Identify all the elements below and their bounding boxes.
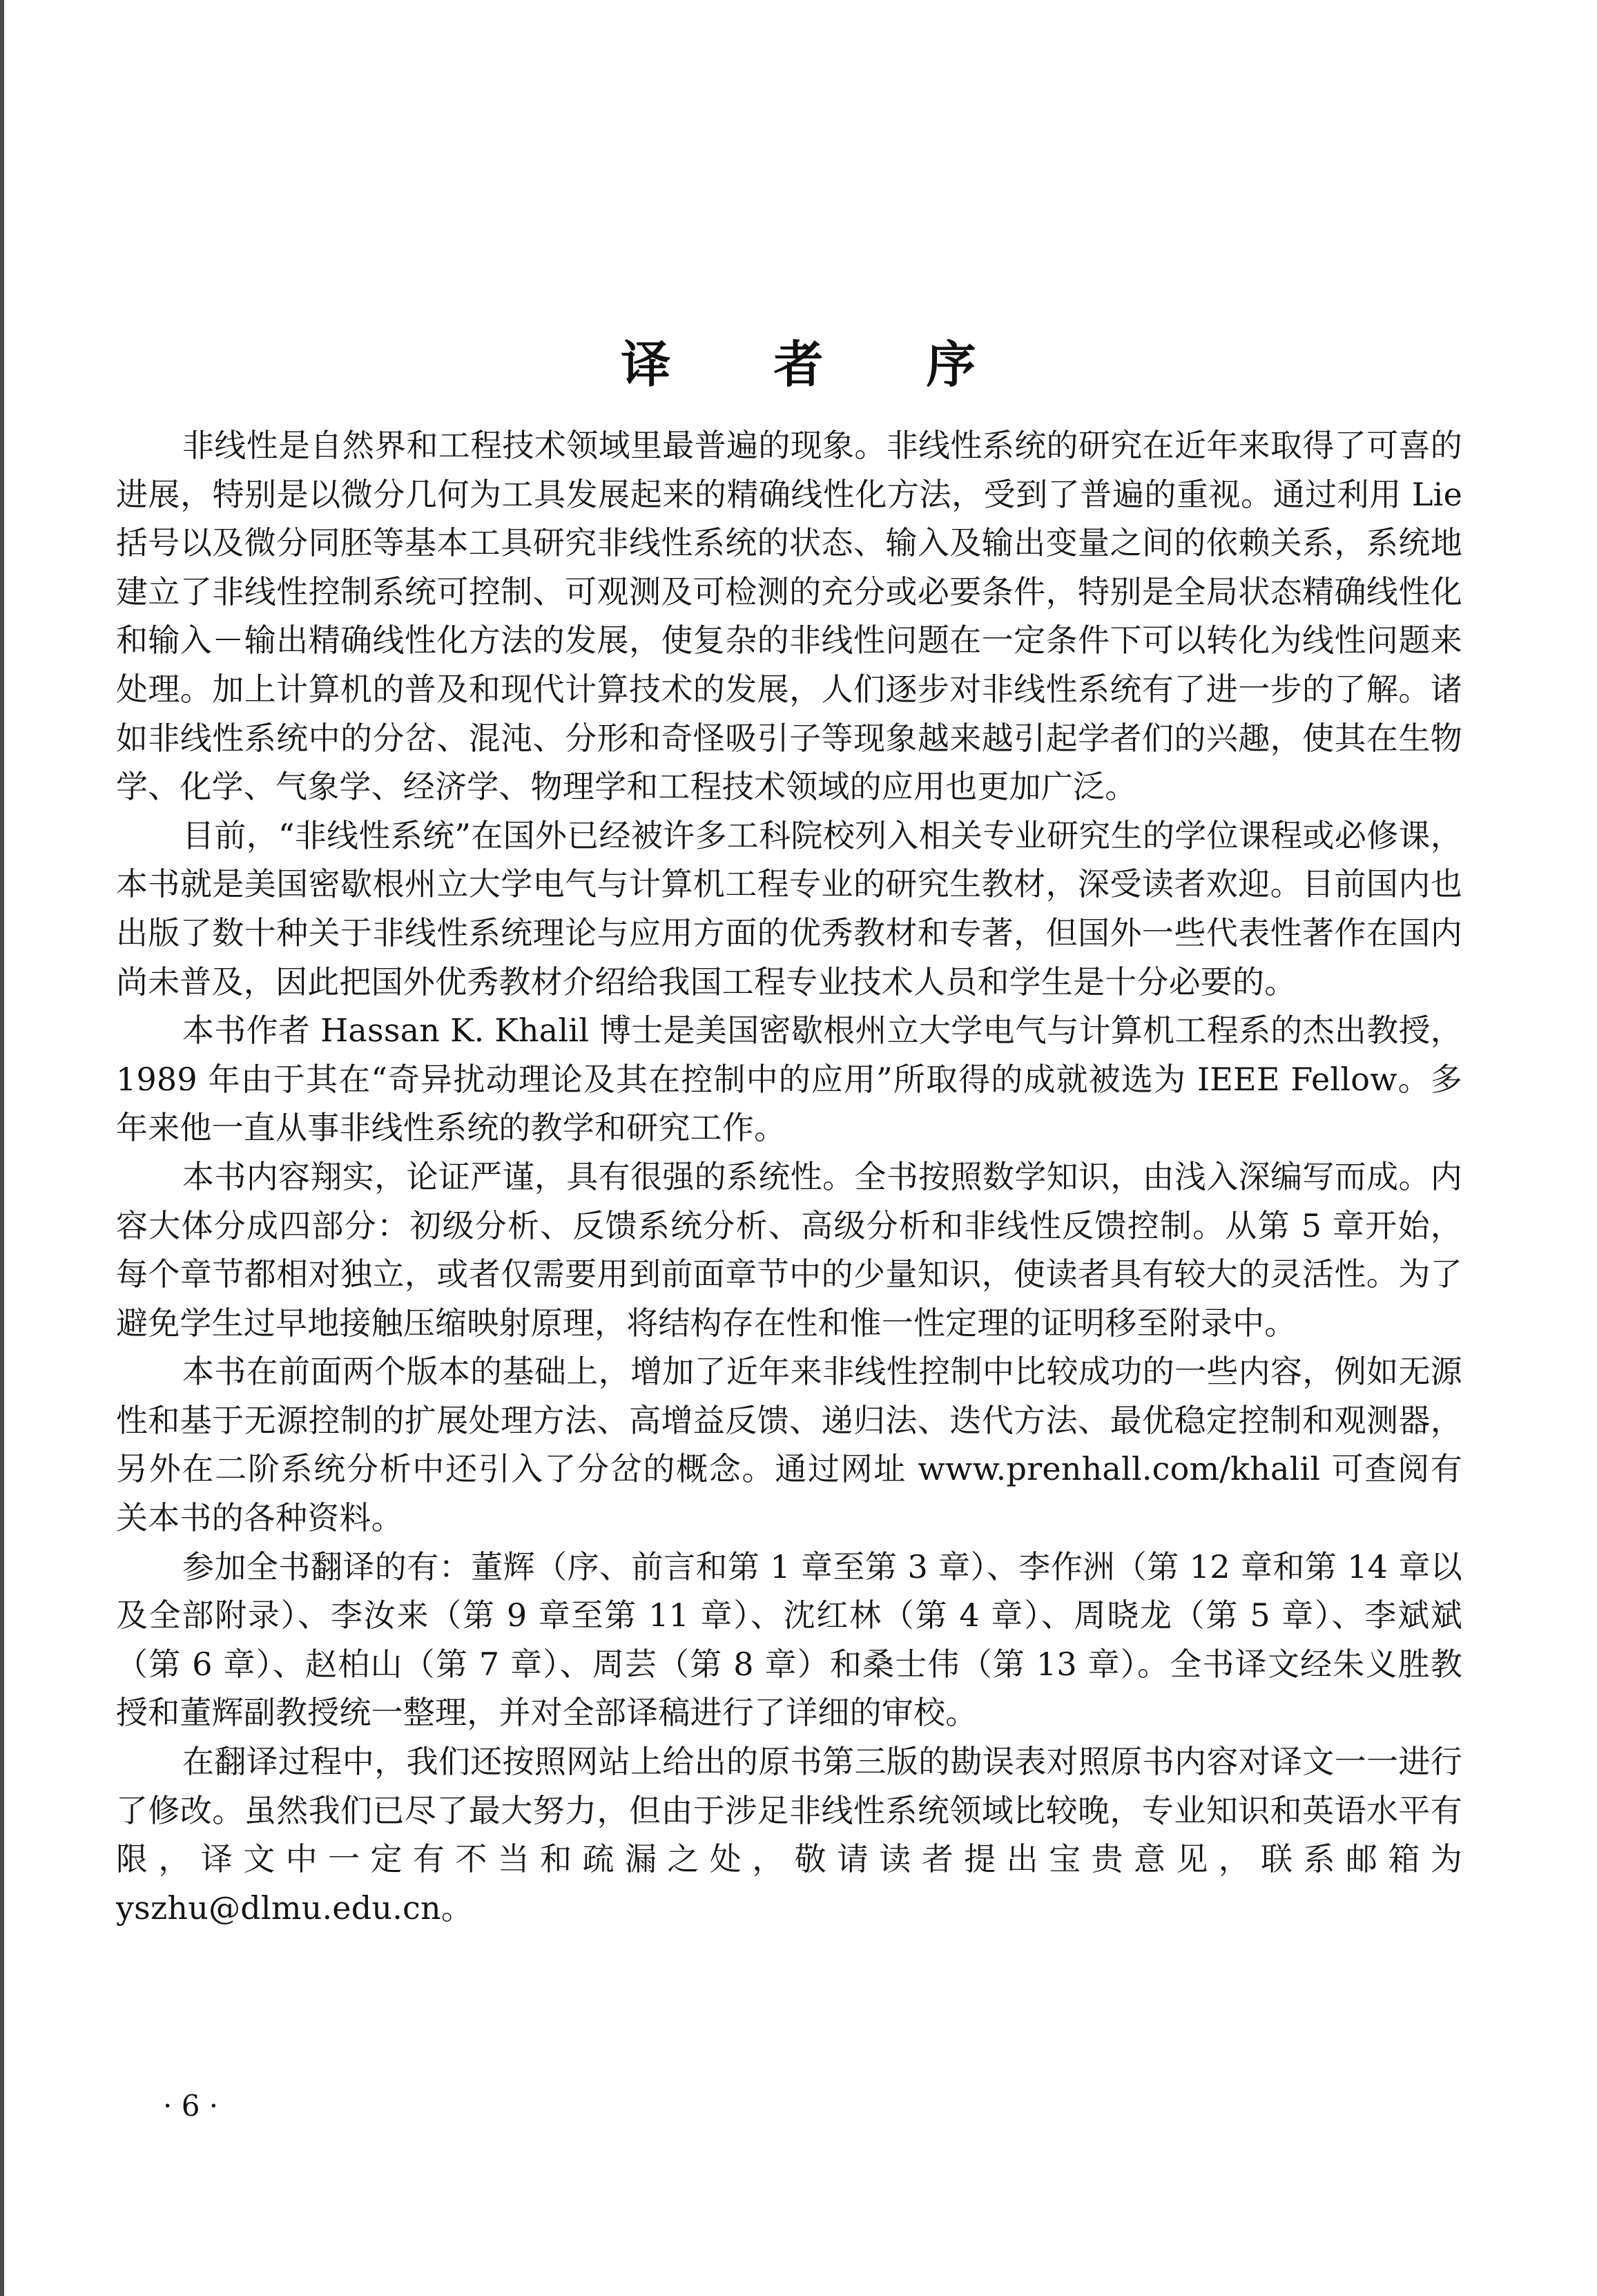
page-number: · 6 ·	[163, 2089, 219, 2123]
paragraph-5: 本书在前面两个版本的基础上，增加了近年来非线性控制中比较成功的一些内容，例如无源性和基于无源控制的扩展处理方法、高增益反馈、递归法、迭代方法、最优稳定控制和观测器，另外在二阶系统分析中还引入了分岔的概念。通过网址 www.prenhall.com/khalil 可查阅有关本书的各种资料。	[116, 1353, 1462, 1537]
paragraph-6: 参加全书翻译的有：董辉（序、前言和第 1 章至第 3 章）、李作洲（第 12 章和第 14 章以及全部附录）、李汝来（第 9 章至第 11 章）、沈红林（第 4 章）、周晓龙（第 5 章）、李斌斌（第 6 章）、赵柏山（第 7 章）、周芸（第 8 章）和桑士伟（第 13 章）。全书译文经朱义胜教授和董辉副教授统一整理，并对全部译稿进行了详细的审校。	[116, 1547, 1462, 1732]
page-title: 译 者 序	[621, 336, 1019, 394]
paragraph-7: 在翻译过程中，我们还按照网站上给出的原书第三版的勘误表对照原书内容对译文一一进行了修改。虽然我们已尽了最大努力，但由于涉足非线性系统领域比较晚，专业知识和英语水平有限，译文中一定有不当和疏漏之处，敬请读者提出宝贵意见，联系邮箱为 yszhu@dlmu.edu.cn。	[116, 1743, 1462, 1927]
preface-body	[116, 421, 1462, 1932]
paragraph-1: 非线性是自然界和工程技术领域里最普遍的现象。非线性系统的研究在近年来取得了可喜的进展，特别是以微分几何为工具发展起来的精确线性化方法，受到了普遍的重视。通过利用 Lie 括号以及微分同胚等基本工具研究非线性系统的状态、输入及输出变量之间的依赖关系，系统地建立了非线性控制系统可控制、可观测及可检测的充分或必要条件，特别是全局状态精确线性化和输入－输出精确线性化方法的发展，使复杂的非线性问题在一定条件下可以转化为线性问题来处理。加上计算机的普及和现代计算技术的发展，人们逐步对非线性系统有了进一步的了解。诸如非线性系统中的分岔、混沌、分形和奇怪吸引子等现象越来越引起学者们的兴趣，使其在生物学、化学、气象学、经济学、物理学和工程技术领域的应用也更加广泛。	[116, 427, 1462, 806]
paragraph-3: 本书作者 Hassan K. Khalil 博士是美国密歇根州立大学电气与计算机工程系的杰出教授，1989 年由于其在“奇异扰动理论及其在控制中的应用”所取得的成就被选为 IEEE Fellow。多年来他一直从事非线性系统的教学和研究工作。	[116, 1012, 1462, 1147]
paragraph-4: 本书内容翔实，论证严谨，具有很强的系统性。全书按照数学知识，由浅入深编写而成。内容大体分成四部分：初级分析、反馈系统分析、高级分析和非线性反馈控制。从第 5 章开始，每个章节都相对独立，或者仅需要用到前面章节中的少量知识，使读者具有较大的灵活性。为了避免学生过早地接触压缩映射原理，将结构存在性和惟一性定理的证明移至附录中。	[116, 1157, 1462, 1342]
paragraph-2: 目前，“非线性系统”在国外已经被许多工科院校列入相关专业研究生的学位课程或必修课，本书就是美国密歇根州立大学电气与计算机工程专业的研究生教材，深受读者欢迎。目前国内也出版了数十种关于非线性系统理论与应用方面的优秀教材和专著，但国外一些代表性著作在国内尚未普及，因此把国外优秀教材介绍给我国工程专业技术人员和学生是十分必要的。	[116, 816, 1462, 1001]
